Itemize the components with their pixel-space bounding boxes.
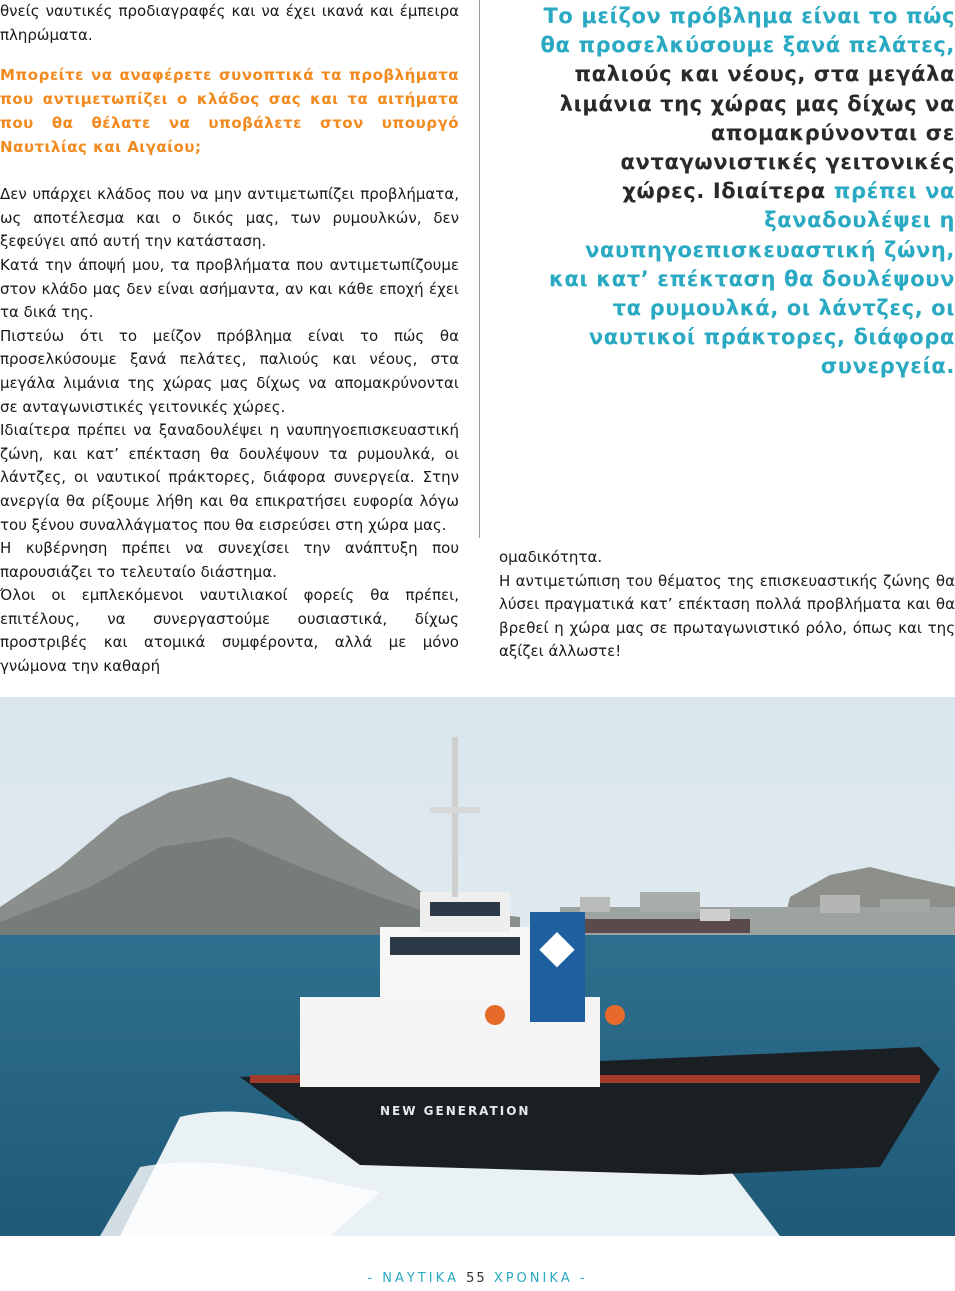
pull-quote	[540, 2, 955, 382]
right-column	[499, 546, 955, 664]
paragraph-intro: θνείς ναυτικές προδιαγραφές και να έχει ικανά και έμπειρα πληρώματα.	[0, 2, 459, 44]
column-divider	[479, 0, 480, 538]
pull-quote-teal-2: πρέπει να ξαναδουλέψει η ναυπηγοεπισκευαστική ζώνη, και κατ’ επέκταση θα δουλέψουν τα ρυμουλκά, οι λάντζες, οι ναυτικοί πράκτορες, διάφορα συνεργεία.	[549, 179, 955, 379]
pull-quote-dark: παλιούς και νέους, στα μεγάλα λιμάνια της χώρας μας δίχως να απομακρύνονται σε ανταγωνιστικές γειτονικές χώρες. Ιδιαίτερα	[559, 62, 955, 204]
paragraph: Ιδιαίτερα πρέπει να ξαναδουλέψει η ναυπηγοεπισκευαστική ζώνη, και κατ’ επέκταση θα δουλέψουν τα ρυμουλκά, οι λάντζες, οι ναυτικοί πράκτορες, διάφορα συνεργεία. Στην ανεργία θα ρίξουμε λήθη και θα επικρατήσει ευφορία λόγω του ξένου συναλλάγματος που θα εισρεύσει στη χώρα μας.	[0, 421, 459, 534]
tugboat-photo	[0, 697, 955, 1236]
page-number: 55	[466, 1271, 487, 1286]
hull-name: NEW GENERATION	[380, 1104, 531, 1118]
paragraph: Η αντιμετώπιση του θέματος της επισκευαστικής ζώνης θα λύσει πραγματικά κατ’ επέκταση πολλά προβλήματα και θα βρεθεί η χώρα μας σε πρωταγωνιστικό ρόλο, όπως και της αξίζει άλλωστε!	[499, 571, 955, 661]
pull-quote-teal-1: Το μείζον πρόβλημα είναι το πώς θα προσελκύσουμε ξανά πελάτες,	[540, 4, 955, 58]
paragraph: Όλοι οι εμπλεκόμενοι ναυτιλιακοί φορείς θα πρέπει, επιτέλους, να συνεργαστούμε ουσιαστικά, δίχως προστριβές και ατομικά συμφέροντα, αλλά με μόνο γνώμονα την καθαρή	[0, 586, 459, 676]
tug-funnel	[530, 912, 585, 1022]
paragraph: Δεν υπάρχει κλάδος που να μην αντιμετωπίζει προβλήματα, ως αποτέλεσμα και ο δικός μας, των ρυμουλκών, δεν ξεφεύγει από αυτή την κατάσταση.	[0, 185, 459, 251]
lifebuoy	[605, 1005, 625, 1025]
lifebuoy	[485, 1005, 505, 1025]
page-footer	[0, 1271, 955, 1286]
paragraph: ομαδικότητα.	[499, 548, 603, 566]
paragraph: Κατά την άποψή μου, τα προβλήματα που αντιμετωπίζουμε στον κλάδο μας δεν είναι ασήμαντα, αν και κάθε εποχή έχει τα δικά της.	[0, 255, 459, 322]
footer-left: - ΝΑΥΤΙΚΑ	[367, 1271, 459, 1286]
distant-ship	[580, 919, 750, 933]
left-column	[0, 0, 459, 679]
paragraph: Πιστεύω ότι το μείζον πρόβλημα είναι το πώς θα προσελκύσουμε ξανά πελάτες, παλιούς και νέους, στα μεγάλα λιμάνια της χώρας μας δίχως να απομακρύνονται σε ανταγωνιστικές γειτονικές χώρες.	[0, 326, 459, 416]
interview-question: Μπορείτε να αναφέρετε συνοπτικά τα προβλήματα που αντιμετωπίζει ο κλάδος σας και τα αιτήματα που θα θέλατε να υποβάλετε στον υπουργό Ναυτιλίας και Αιγαίου;	[0, 66, 459, 157]
paragraph: Η κυβέρνηση πρέπει να συνεχίσει την ανάπτυξη που παρουσιάζει το τελευταίο διάστημα.	[0, 539, 459, 581]
tug-mast	[452, 737, 458, 897]
footer-right: ΧΡΟΝΙΚΑ -	[493, 1271, 588, 1286]
